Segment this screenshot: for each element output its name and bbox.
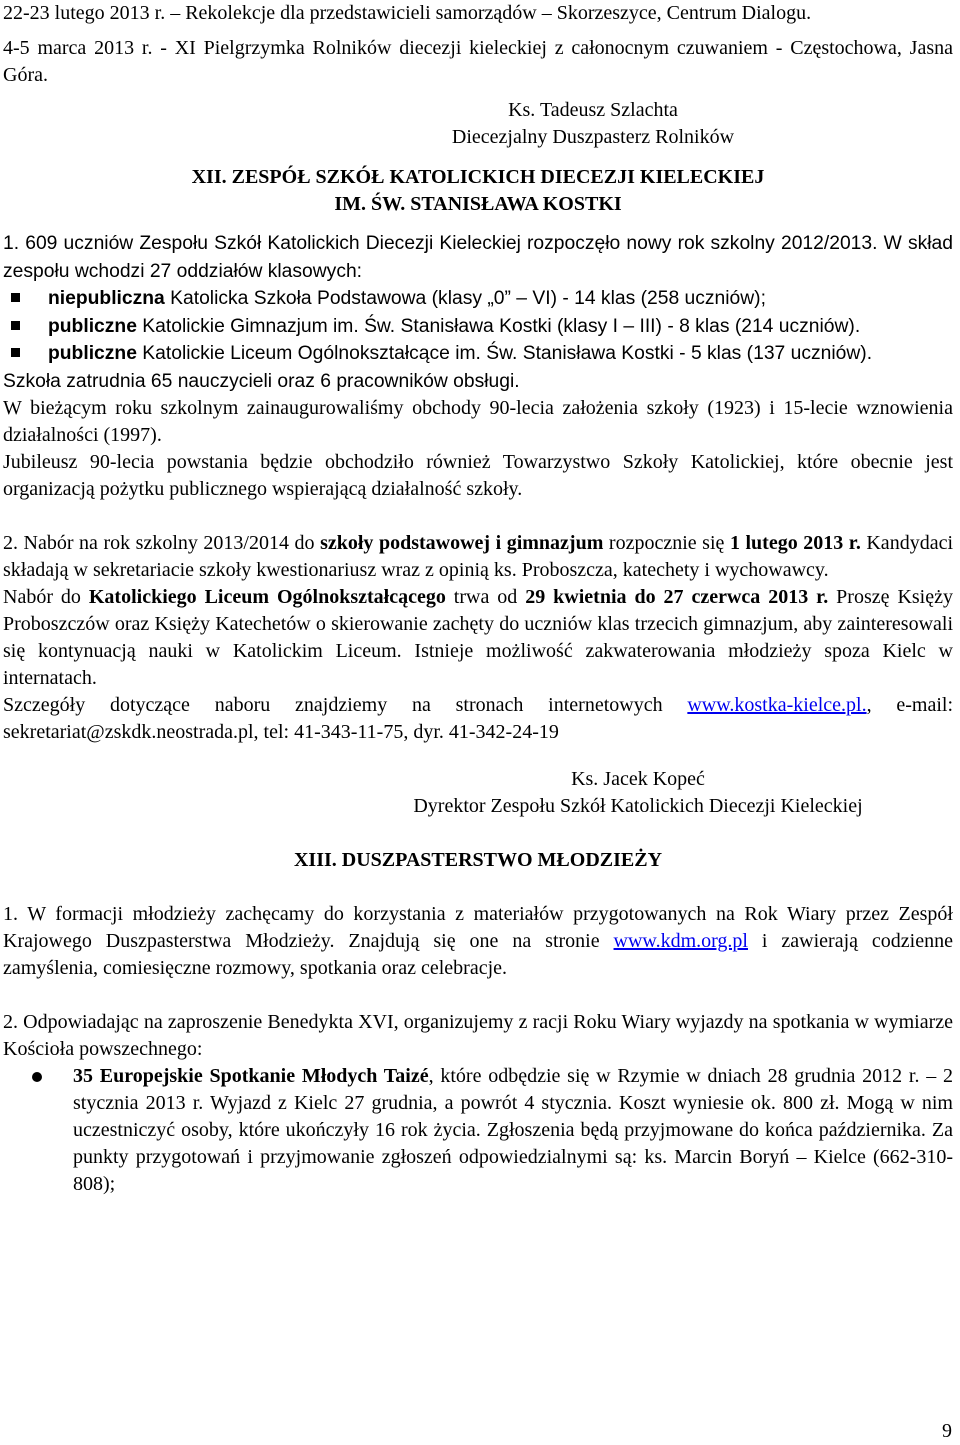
school-info-block — [3, 230, 953, 395]
admission-liceum-paragraph: Nabór do Katolickiego Liceum Ogólnokształcącego trwa od 29 kwietnia do 27 czerwca 2013 r. Proszę Księży Proboszczów oraz Księży Katechetów o skierowanie zachęty do uczniów klas trzecich gimnazjum, aby zainteresowali się kontynuacją nauki w Katolickim Liceum. Istnieje możliwość zakwaterowania młodzieży spoza Kielc w internatach. — [3, 586, 953, 689]
round-bullet-icon — [32, 1072, 42, 1082]
admission-primary-paragraph: 2. Nabór na rok szkolny 2013/2014 do szkoły podstawowej i gimnazjum rozpocznie się 1 lutego 2013 r. Kandydaci składają w sekretariacie szkoły kwestionariusz wraz z opinią ks. Proboszcza, katechety i wychowawcy. — [3, 532, 953, 581]
list-item: niepubliczna Katolicka Szkoła Podstawowa (klasy „0” – VI) - 14 klas (258 uczniów); — [48, 285, 953, 313]
list-item: publiczne Katolickie Liceum Ogólnokształcące im. Św. Stanisława Kostki - 5 klas (137 uczniów). — [48, 340, 953, 368]
school-staff-paragraph: Szkoła zatrudnia 65 nauczycieli oraz 6 pracowników obsługi. — [3, 370, 520, 392]
square-bullet-icon — [11, 348, 20, 357]
event-line-rekolekcje: 22-23 lutego 2013 r. – Rekolekcje dla przedstawicieli samorządów – Skorzeszyce, Centrum Dialogu. — [3, 2, 812, 24]
event-line-pielgrzymka: 4-5 marca 2013 r. - XI Pielgrzymka Rolników diecezji kieleckiej z całonocnym czuwaniem - Częstochowa, Jasna Góra. — [3, 37, 953, 86]
school-paragraph-1: 1. 609 uczniów Zespołu Szkół Katolickich Diecezji Kieleckiej rozpoczęło nowy rok szkolny 2012/2013. W skład zespołu wchodzi 27 oddziałów klasowych: — [3, 233, 953, 282]
square-bullet-icon — [11, 293, 20, 302]
signature-name: Ks. Jacek Kopeć — [571, 768, 705, 790]
signature-block-szlachta — [233, 97, 953, 151]
signature-name: Ks. Tadeusz Szlachta — [508, 99, 678, 121]
signature-block-kopec — [323, 766, 953, 820]
school-jubilee-paragraph: Jubileusz 90-lecia powstania będzie obchodziło również Towarzystwo Szkoły Katolickiej, które obecnie jest organizacją pożytku publicznego wspierającą działalność szkoły. — [3, 451, 953, 500]
youth-paragraph-1: 1. W formacji młodzieży zachęcamy do korzystania z materiałów przygotowanych na Rok Wiary przez Zespół Krajowego Duszpasterstwa Młodzieży. Znajdują się one na stronie www.kdm.org.pl i zawierają codzienne zamyślenia, comiesięczne rozmowy, spotkania oraz celebracje. — [3, 903, 953, 979]
kdm-website-link[interactable]: www.kdm.org.pl — [613, 930, 748, 952]
youth-events-list — [3, 1063, 953, 1198]
school-anniversary-paragraph: W bieżącym roku szkolnym zainaugurowaliśmy obchody 90-lecia założenia szkoły (1923) i 15-lecie wznowienia działalności (1997). — [3, 397, 953, 446]
school-classes-list — [3, 285, 953, 368]
page-number: 9 — [942, 1420, 952, 1442]
section-heading-xiii: XIII. DUSZPASTERSTWO MŁODZIEŻY — [293, 849, 663, 871]
admission-contact-paragraph: Szczegóły dotyczące naboru znajdziemy na stronach internetowych www.kostka-kielce.pl., e-mail: sekretariat@zskdk.neostrada.pl, tel: 41-343-11-75, dyr. 41-342-24-19 — [3, 694, 953, 743]
signature-role: Diecezjalny Duszpasterz Rolników — [451, 126, 735, 148]
list-item: 35 Europejskie Spotkanie Młodych Taizé, które odbędzie się w Rzymie w dniach 28 grudnia 2012 r. – 2 stycznia 2013 r. Wyjazd z Kielc 27 grudnia, a powrót 4 stycznia. Koszt wyniesie ok. 800 zł. Mogą w nim uczestniczyć osoby, które ukończyły 16 rok życia. Zgłoszenia będą przyjmowane do końca października. Za punkty przygotowań i przyjmowanie zgłoszeń odpowiedzialnymi są: ks. Marcin Boryń – Kielce (662-310-808); — [73, 1063, 953, 1198]
list-item: publiczne Katolickie Gimnazjum im. Św. Stanisława Kostki (klasy I – III) - 8 klas (214 uczniów). — [48, 313, 953, 341]
youth-paragraph-2: 2. Odpowiadając na zaproszenie Benedykta XVI, organizujemy z racji Roku Wiary wyjazdy na spotkania w wymiarze Kościoła powszechnego: — [3, 1011, 953, 1060]
square-bullet-icon — [11, 321, 20, 330]
kostka-website-link[interactable]: www.kostka-kielce.pl. — [687, 694, 867, 716]
section-heading-xii-line1: XII. ZESPÓŁ SZKÓŁ KATOLICKICH DIECEZJI KIELECKIEJ — [191, 166, 765, 188]
signature-role: Dyrektor Zespołu Szkół Katolickich Diecezji Kieleckiej — [413, 795, 863, 817]
section-heading-xii-line2: IM. ŚW. STANISŁAWA KOSTKI — [334, 193, 622, 215]
